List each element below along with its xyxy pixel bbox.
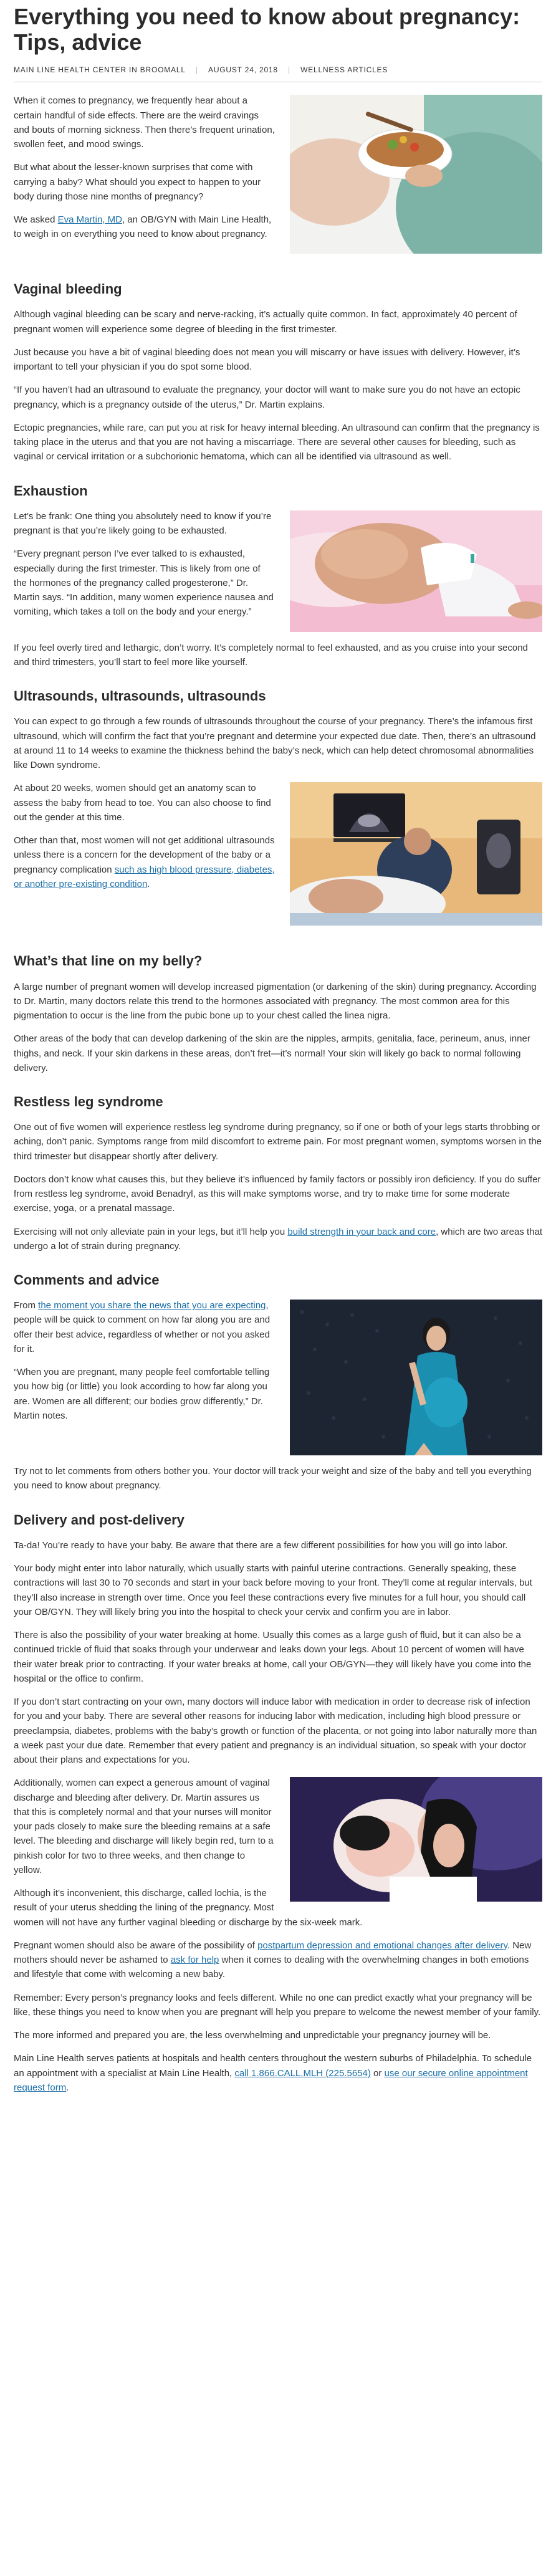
- photo-mother-with-newborn: [290, 1777, 542, 1902]
- article-meta: [14, 64, 542, 83]
- comments-paragraph-2: “When you are pregnant, many people feel comfortable telling you how big (or little) you look according to how far along you are. Women are all different; our bodies grow differently,” Dr. Martin notes.: [14, 1367, 270, 1421]
- bleeding-paragraph-2: Just because you have a bit of vaginal bleeding does not mean you will miscarry or have issues with delivery. However, it’s important to tell your physician if you do spot some blood.: [14, 347, 520, 373]
- ask-for-help-link[interactable]: ask for help: [170, 1955, 219, 1966]
- delivery-paragraph-5: Additionally, women can expect a generous amount of vaginal discharge and bleeding after delivery. Dr. Martin assures us that this is completely normal and that your nurses will monitor your pads closely to make sure the bleeding remains at a safe level. The bleeding and discharge will likely begin red, turn to a pinkish color for two to three weeks, and then change to yellow.: [14, 1778, 274, 1875]
- delivery-paragraph-1: Ta-da! You’re ready to have your baby. Be aware that there are a few different possibilities for how you will go into labor.: [14, 1539, 508, 1551]
- section-heading-ultrasounds: Ultrasounds, ultrasounds, ultrasounds: [14, 688, 266, 704]
- exhaustion-paragraph-1: Let’s be frank: One thing you absolutely need to know if you’re pregnant is that you’re likely going to be exhausted.: [14, 510, 272, 537]
- ultrasounds-paragraph-3: Other than that, most women will not get additional ultrasounds unless there is a concern for the development of the baby or a pregnancy complication such as high blood pressure, diabetes, or another pre-existing condition.: [14, 835, 275, 889]
- meta-location: MAIN LINE HEALTH CENTER IN BROOMALL: [14, 65, 186, 74]
- restless-leg-paragraph-3: Exercising will not only alleviate pain in your legs, but it’ll help you build strength in your back and core, which are two areas that undergo a lot of strain during pregnancy.: [14, 1226, 542, 1252]
- meta-divider: |: [288, 65, 290, 74]
- exhaustion-paragraph-3: If you feel overly tired and lethargic, don’t worry. It’s completely normal to feel exhausted, and as you cruise into your second and third trimesters, you’ll start to feel more like yourself.: [14, 642, 528, 668]
- belly-line-paragraph-1: A large number of pregnant women will develop increased pigmentation (or darkening of the skin) during pregnancy. According to Dr. Martin, many doctors relate this trend to the hormones associated with pregnancy. The most common area for this pigmentation to occur is the line from the pubic bone up to your chest called the linea nigra.: [14, 981, 537, 1021]
- photo-pregnant-woman-dark-wall: [290, 1300, 542, 1455]
- photo-pregnant-woman-eating: [290, 95, 542, 254]
- belly-line-paragraph-2: Other areas of the body that can develop darkening of the skin are the nipples, armpits, genitalia, face, perineum, anus, inner thighs, and neck. If your skin darkens in these areas, don’t fret—it’s normal! Your skin will likely go back to normal following delivery.: [14, 1033, 530, 1073]
- section-heading-delivery: Delivery and post-delivery: [14, 1511, 185, 1528]
- intro-paragraph-2: But what about the lesser-known surprises that come with carrying a baby? What should you expect to happen to your body during those nine months of pregnancy?: [14, 162, 261, 202]
- exhaustion-paragraph-2: “Every pregnant person I’ve ever talked to is exhausted, especially during the first trimester. This is likely from one of the hormones of the pregnancy called progesterone,” Dr. Martin says. “In addition, many women experience nausea and vomiting, which takes a toll on the body and your energy.”: [14, 548, 274, 618]
- delivery-paragraph-3: There is also the possibility of your water breaking at home. Usually this comes as a large gush of fluid, but it can also be a continued trickle of fluid that soaks through your underwear and leaks down your legs. About 10 percent of women will have their water break prior to contracting. If your water breaks at home, call your OB/GYN—they will likely have you come into the hospital or the office to confirm.: [14, 1630, 532, 1684]
- doctor-profile-link[interactable]: Eva Martin, MD: [57, 214, 122, 226]
- section-heading-line-on-belly: What’s that line on my belly?: [14, 953, 203, 969]
- appointment-request-link[interactable]: use our secure online appointment request form: [14, 2067, 528, 2093]
- delivery-paragraph-6: Although it’s inconvenient, this discharge, called lochia, is the result of your uterus shedding the lining of the pregnancy. Most women will not have any further vaginal bleeding or discharge by the six-week mark.: [14, 1888, 363, 1928]
- sharing-news-link[interactable]: the moment you share the news that you are expecting: [38, 1300, 266, 1311]
- postpartum-depression-link[interactable]: postpartum depression and emotional changes after delivery: [257, 1940, 507, 1951]
- delivery-paragraph-8: Remember: Every person’s pregnancy looks and feels different. While no one can predict exactly what your pregnancy will be like, these things you need to know when you are pregnant will help you prepare to welcome the newest member of your family.: [14, 1992, 541, 2018]
- delivery-paragraph-7: Pregnant women should also be aware of the possibility of postpartum depression and emotional changes after delivery. New mothers should never be ashamed to ask for help when it comes to dealing with the overwhelming changes in both emotions and lifestyle that come with welcoming a new baby.: [14, 1940, 532, 1980]
- ultrasounds-paragraph-1: You can expect to go through a few rounds of ultrasounds throughout the course of your pregnancy. There’s the infamous first ultrasound, which will confirm the fact that you’re pregnant and determine your expected due date. Then, there’s an ultrasound at around 11 to 14 weeks to examine the thickness behind the baby’s neck, which can help detect chromosomal abnormalities like Down syndrome.: [14, 716, 536, 771]
- delivery-paragraph-4: If you don’t start contracting on your own, many doctors will induce labor with medication in order to decrease risk of infection for you and your baby. There are several other reasons for inducing labor with medication, including high blood pressure or preeclampsia, diabetes, problems with the baby’s growth or function of the placenta, or not going into labor naturally more than a week past your due date. Remember that every patient and pregnancy is an individual situation, so speak with your doctor about their plans and expectations for you.: [14, 1697, 537, 1766]
- photo-ultrasound-exam: [290, 782, 542, 926]
- comments-paragraph-3: Try not to let comments from others bother you. Your doctor will track your weight and size of the baby and tell you everything you need to know about pregnancy.: [14, 1466, 532, 1491]
- call-phone-link[interactable]: call 1.866.CALL.MLH (225.5654): [234, 2067, 371, 2079]
- back-core-strength-link[interactable]: build strength in your back and core: [287, 1226, 436, 1237]
- meta-date: AUGUST 24, 2018: [208, 65, 278, 74]
- pregnancy-conditions-link[interactable]: such as high blood pressure, diabetes, or another pre-existing condition: [14, 864, 275, 889]
- restless-leg-paragraph-2: Doctors don’t know what causes this, but they believe it’s influenced by family factors or possibly iron deficiency. If you do suffer from restless leg syndrome, avoid Benadryl, as this will make symptoms worse, and try to make time for some moderate exercise, yoga, or a prenatal massage.: [14, 1174, 541, 1214]
- meta-category: WELLNESS ARTICLES: [300, 65, 388, 74]
- delivery-paragraph-9: The more informed and prepared you are, the less overwhelming and unpredictable your pregnancy journey will be.: [14, 2030, 491, 2041]
- ultrasounds-paragraph-2: At about 20 weeks, women should get an anatomy scan to assess the baby from head to toe. You can also choose to find out the gender at this time.: [14, 783, 271, 823]
- bleeding-paragraph-1: Although vaginal bleeding can be scary and nerve-racking, it’s actually quite common. In fact, approximately 40 percent of pregnant women will experience some degree of bleeding in the first trimester.: [14, 309, 517, 335]
- bleeding-paragraph-3: “If you haven’t had an ultrasound to evaluate the pregnancy, your doctor will want to make sure you do not have an ectopic pregnancy, which is a pregnancy outside of the uterus,” Dr. Martin explains.: [14, 385, 520, 410]
- meta-divider: |: [195, 65, 198, 74]
- delivery-paragraph-2: Your body might enter into labor naturally, which usually starts with painful uterine contractions. Generally speaking, these contractions will last 30 to 70 seconds and start in your back before moving to your front. They’ll come at regular intervals, but they’ll also increase in strength over time. Once you feel these contractions every five minutes for a full hour, you should call your OB/GYN. They will likely bring you into the hospital to check your cervix and confirm you are in labor.: [14, 1563, 532, 1617]
- photo-pregnant-belly-bed: [290, 510, 542, 632]
- restless-leg-paragraph-1: One out of five women will experience restless leg syndrome during pregnancy, so if one or both of your legs starts throbbing or aching, don’t panic. Symptoms range from mild discomfort to extreme pain. For most pregnant women, symptoms worsen in the third trimester but disappear shortly after delivery.: [14, 1122, 542, 1162]
- intro-paragraph-3: We asked Eva Martin, MD, an OB/GYN with Main Line Health, to weigh in on everything you need to know about pregnancy.: [14, 214, 272, 240]
- delivery-paragraph-10: Main Line Health serves patients at hospitals and health centers throughout the western suburbs of Philadelphia. To schedule an appointment with a specialist at Main Line Health, call 1.866.CALL.MLH (225.5654) or use our secure online appointment request form.: [14, 2053, 532, 2093]
- comments-paragraph-1: From the moment you share the news that you are expecting, people will be quick to comment on how far along you are and offer their best advice, regardless of whether or not you asked for it.: [14, 1300, 271, 1354]
- bleeding-paragraph-4: Ectopic pregnancies, while rare, can put you at risk for heavy internal bleeding. An ultrasound can confirm that the pregnancy is taking place in the uterus and that you are not having a miscarriage. There are several other causes for bleeding, such as vaginal or cervical irritation or a subchorionic hematoma, which can all be identified via ultrasound as well.: [14, 422, 540, 462]
- section-heading-restless-leg: Restless leg syndrome: [14, 1094, 163, 1109]
- section-heading-exhaustion: Exhaustion: [14, 482, 88, 499]
- section-heading-comments-advice: Comments and advice: [14, 1272, 160, 1288]
- article-title: Everything you need to know about pregnancy: Tips, advice: [14, 4, 520, 55]
- intro-paragraph-1: When it comes to pregnancy, we frequently hear about a certain handful of side effects. There are the weird cravings and bouts of morning sickness. Then there’s frequent urination, swollen feet, and mood swings.: [14, 95, 275, 150]
- section-heading-vaginal-bleeding: Vaginal bleeding: [14, 281, 122, 297]
